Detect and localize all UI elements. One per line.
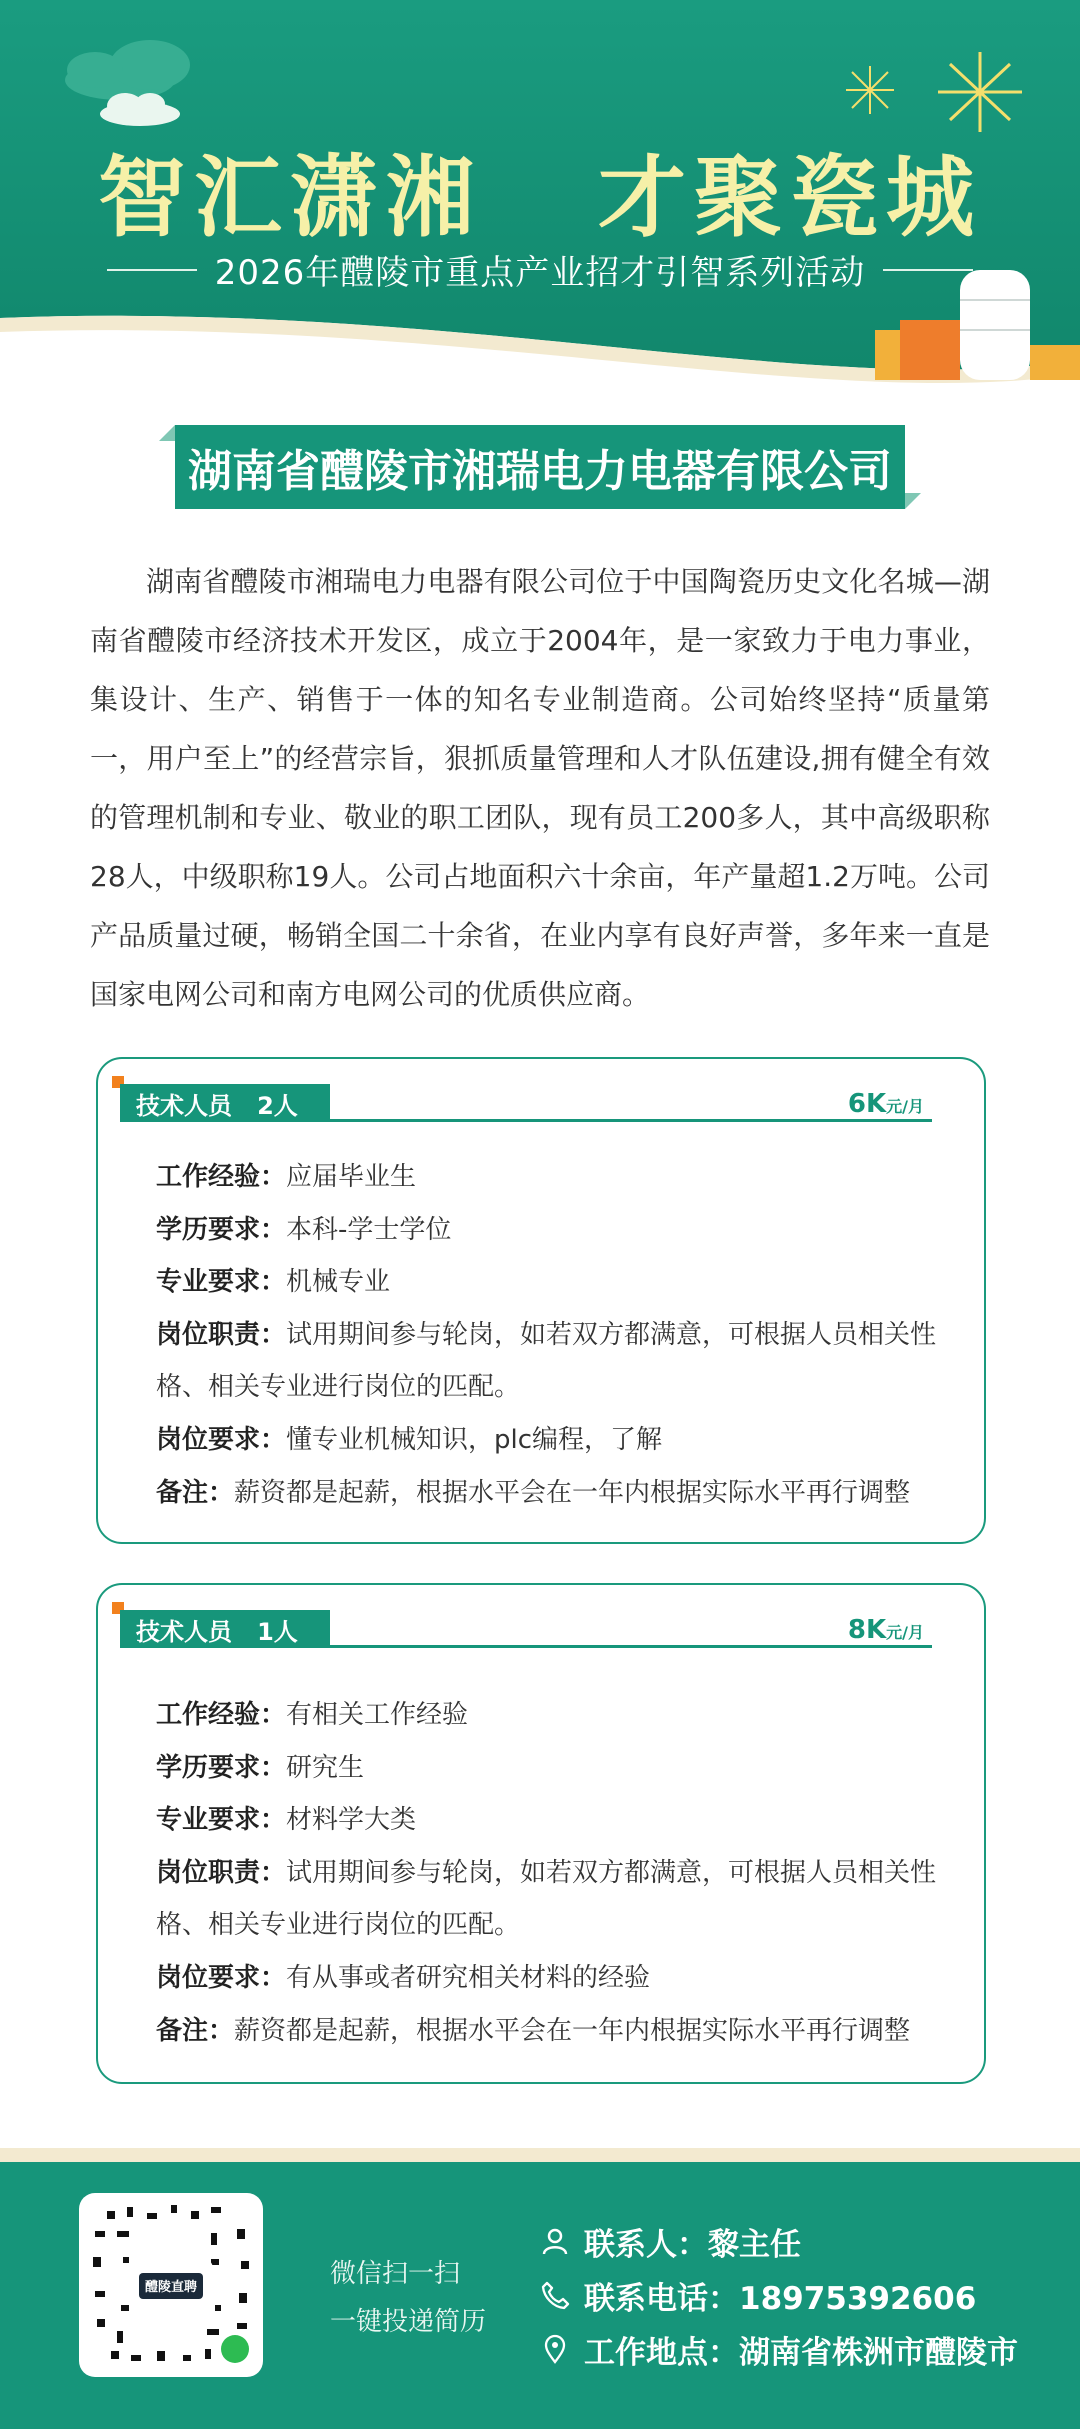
header-banner	[0, 0, 1080, 400]
field-requirements: 岗位要求：有从事或者研究相关材料的经验	[156, 1962, 651, 1993]
event-title: 智汇潇湘 才聚瓷城	[98, 146, 982, 249]
contact-phone[interactable]: 联系电话：18975392606	[584, 2280, 977, 2317]
scan-line-2: 一键投递简历	[330, 2307, 487, 2337]
field-duties: 岗位职责：试用期间参与轮岗，如若双方都满意，可根据人员相关性格、相关专业进行岗位的匹配。	[156, 1319, 937, 1403]
contact-person-row	[540, 2214, 1060, 2268]
field-notes: 备注：薪资都是起薪，根据水平会在一年内根据实际水平再行调整	[156, 2015, 911, 2046]
qr-code-icon	[87, 2201, 255, 2369]
contact-phone-row	[540, 2268, 1060, 2322]
job-salary	[848, 1615, 924, 1645]
field-requirements: 岗位要求：懂专业机械知识，plc编程，了解	[156, 1424, 663, 1455]
work-location-row	[540, 2322, 1060, 2376]
firework-icon-small	[846, 66, 894, 114]
job-title: 技术人员 1人	[120, 1610, 330, 1648]
banner-corner-right	[905, 493, 921, 509]
job-card	[96, 1583, 986, 2084]
company-name: 湖南省醴陵市湘瑞电力电器有限公司	[188, 446, 892, 497]
salary-unit: 元/月	[886, 1097, 924, 1116]
contact-person: 联系人：黎主任	[584, 2226, 801, 2263]
subtitle-divider-left	[107, 269, 197, 271]
footer	[0, 2162, 1080, 2429]
job-card	[96, 1057, 986, 1544]
job-title: 技术人员 2人	[120, 1084, 330, 1122]
company-name-banner	[175, 425, 905, 509]
field-major: 专业要求：材料学大类	[156, 1805, 417, 1836]
subtitle-divider-right	[883, 269, 973, 271]
qr-label: 醴陵直聘	[144, 2280, 198, 2295]
job-fields	[156, 1689, 956, 2057]
footer-accent-strip	[0, 2148, 1080, 2162]
event-subtitle: 2026年醴陵市重点产业招才引智系列活动	[214, 253, 866, 293]
field-experience: 工作经验：应届毕业生	[156, 1162, 417, 1192]
scan-line-1: 微信扫一扫	[330, 2259, 461, 2289]
salary-value: 6K	[847, 1089, 887, 1119]
phone-icon	[540, 2280, 570, 2310]
field-major: 专业要求：机械专业	[156, 1267, 391, 1298]
firework-icon	[938, 52, 1022, 132]
field-education: 学历要求：研究生	[156, 1752, 365, 1783]
field-experience: 工作经验：有相关工作经验	[156, 1700, 469, 1730]
field-education: 学历要求：本科-学士学位	[156, 1214, 452, 1245]
job-title-underline	[120, 1645, 932, 1648]
field-notes: 备注：薪资都是起薪，根据水平会在一年内根据实际水平再行调整	[156, 1477, 911, 1508]
banner-corner-left	[159, 425, 175, 441]
job-title-underline	[120, 1119, 932, 1122]
event-subtitle-row	[0, 245, 1080, 294]
work-location: 工作地点：湖南省株洲市醴陵市	[584, 2334, 1018, 2371]
scan-instructions	[330, 2250, 486, 2346]
job-salary	[848, 1089, 924, 1119]
mini-program-qr-code[interactable]	[79, 2193, 263, 2377]
location-pin-icon	[540, 2334, 570, 2364]
job-fields	[156, 1151, 956, 1519]
person-icon	[540, 2226, 570, 2256]
salary-unit: 元/月	[886, 1623, 924, 1642]
company-intro: 湖南省醴陵市湘瑞电力电器有限公司位于中国陶瓷历史文化名城—湖南省醴陵市经济技术开发区，成立于2004年，是一家致力于电力事业，集设计、生产、销售于一体的知名专业制造商。公司始终坚持“质量第一，用户至上”的经营宗旨，狠抓质量管理和人才队伍建设,拥有健全有效的管理机制和专业、敬业的职工团队，现有员工200多人，其中高级职称28人，中级职称19人。公司占地面积六十余亩，年产量超1.2万吨。公司产品质量过硬，畅销全国二十余省，在业内享有良好声誉，多年来一直是国家电网公司和南方电网公司的优质供应商。	[90, 565, 990, 1011]
salary-value: 8K	[847, 1615, 887, 1645]
contact-info	[540, 2214, 1060, 2376]
field-duties: 岗位职责：试用期间参与轮岗，如若双方都满意，可根据人员相关性格、相关专业进行岗位的匹配。	[156, 1857, 937, 1941]
